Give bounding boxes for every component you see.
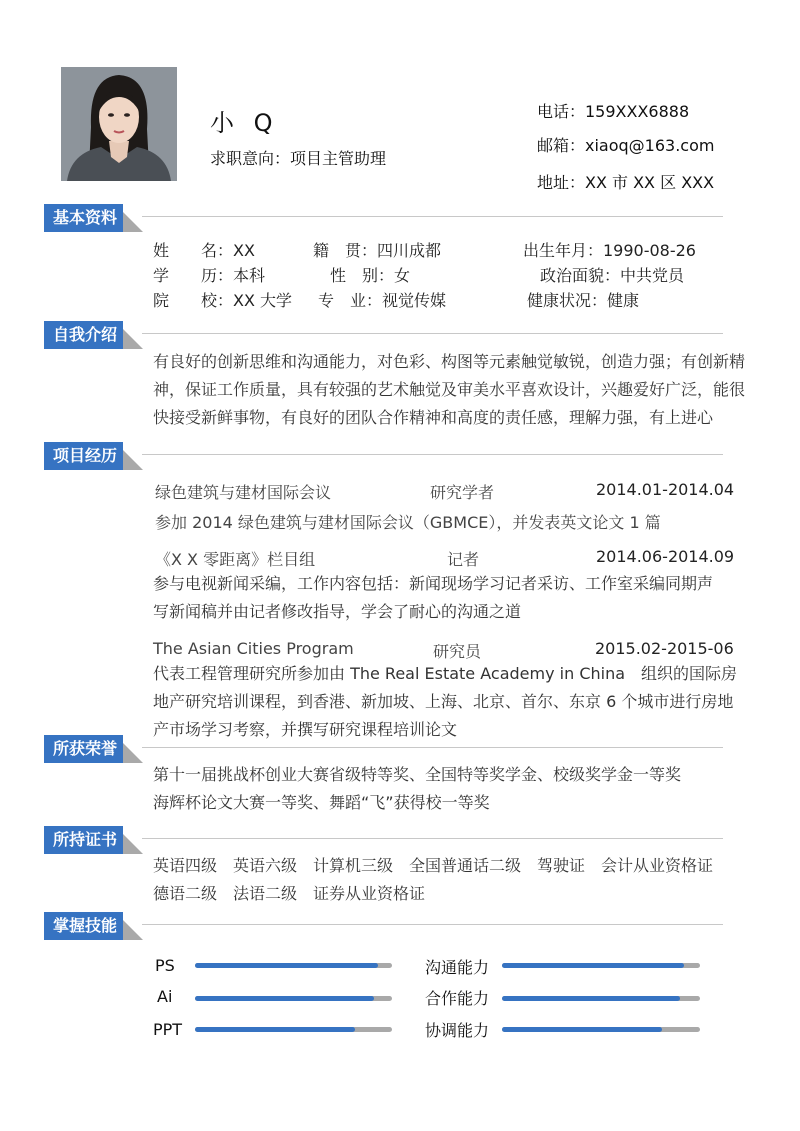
basic-education: 学 历：本科: [153, 266, 266, 285]
self-intro-line: 有良好的创新思维和沟通能力，对色彩、构图等元素触觉敏锐，创造力强；有创新精: [153, 352, 746, 371]
project-name: 《X X 零距离》栏目组: [155, 550, 316, 569]
project-description-line: 地产研究培训课程，到香港、新加坡、上海、北京、首尔、东京 6 个城市进行房地: [153, 692, 734, 711]
section-heading-basic: 基本资料: [44, 204, 123, 232]
section-divider: [142, 216, 723, 217]
basic-school: 院 校：XX 大学: [153, 291, 293, 310]
basic-health: 健康状况：健康: [527, 291, 640, 310]
skill-fill-ps: [195, 963, 378, 968]
basic-major: 专 业：视觉传媒: [318, 291, 447, 310]
skill-bar-ai: [195, 996, 392, 1001]
project-date: 2015.02-2015-06: [595, 639, 734, 658]
project-description: [153, 570, 753, 626]
section-heading-honors: 所获荣誉: [44, 735, 123, 763]
basic-politics: 政治面貌：中共党员: [540, 266, 685, 285]
certificate-line: 英语四级 英语六级 计算机三级 全国普通话二级 驾驶证 会计从业资格证: [153, 856, 714, 875]
candidate-name: 小 Q: [210, 109, 279, 137]
basic-name: 姓 名：XX: [153, 241, 255, 260]
self-intro-line: 快接受新鲜事物，有良好的团队合作精神和高度的责任感，理解力强，有上进心: [153, 408, 714, 427]
skill-bar-ppt: [195, 1027, 392, 1032]
skill-bar-ps: [195, 963, 392, 968]
skill-fill-ppt: [195, 1027, 355, 1032]
skill-fill-communication: [502, 963, 684, 968]
skill-bar-cooperation: [502, 996, 700, 1001]
section-heading-certificates: 所持证书: [44, 826, 123, 854]
skill-fill-cooperation: [502, 996, 680, 1001]
basic-birth: 出生年月：1990-08-26: [523, 241, 696, 260]
section-divider: [142, 747, 723, 748]
certificates-list: [153, 852, 753, 908]
skill-label-communication: 沟通能力: [425, 958, 490, 977]
basic-origin: 籍 贯：四川成都: [313, 241, 442, 260]
section-heading-projects: 项目经历: [44, 442, 123, 470]
project-name: The Asian Cities Program: [153, 639, 354, 658]
section-divider: [142, 454, 723, 455]
portrait-image: [61, 67, 177, 181]
profile-photo: [61, 67, 177, 181]
honors-list: [153, 761, 753, 817]
section-heading-self-intro: 自我介绍: [44, 321, 123, 349]
project-description-line: 产市场学习考察，并撰写研究课程培训论文: [153, 720, 458, 739]
self-intro-line: 神，保证工作质量，具有较强的艺术触觉及审美水平喜欢设计，兴趣爱好广泛，能很: [153, 380, 746, 399]
skill-fill-coordination: [502, 1027, 662, 1032]
project-role: 研究员: [433, 642, 482, 661]
project-date: 2014.01-2014.04: [596, 480, 735, 499]
skill-label-ps: PS: [155, 956, 175, 975]
project-description: [153, 660, 753, 744]
honor-item: 海辉杯论文大赛一等奖、舞蹈“飞”获得校一等奖: [153, 793, 490, 812]
self-intro-text: [153, 348, 753, 432]
skill-label-coordination: 协调能力: [425, 1021, 490, 1040]
project-date: 2014.06-2014.09: [596, 547, 735, 566]
skill-label-ppt: PPT: [153, 1020, 183, 1039]
skill-bar-communication: [502, 963, 700, 968]
contact-address: 地址：XX 市 XX 区 XXX: [537, 173, 715, 192]
contact-email: 邮箱：xiaoq@163.com: [537, 136, 715, 155]
project-description-line: 代表工程管理研究所参加由 The Real Estate Academy in China 组织的国际房: [153, 664, 738, 683]
certificate-line: 德语二级 法语二级 证券从业资格证: [153, 884, 426, 903]
section-divider: [142, 924, 723, 925]
project-role: 记者: [447, 550, 480, 569]
honor-item: 第十一届挑战杯创业大赛省级特等奖、全国特等奖学金、校级奖学金一等奖: [153, 765, 682, 784]
section-heading-skills: 掌握技能: [44, 912, 123, 940]
contact-phone: 电话：159XXX6888: [537, 102, 690, 121]
job-intent: 求职意向：项目主管助理: [210, 149, 387, 168]
project-description-line: 参与电视新闻采编，工作内容包括：新闻现场学习记者采访、工作室采编同期声: [153, 574, 714, 593]
project-description-line: 写新闻稿并由记者修改指导，学会了耐心的沟通之道: [153, 602, 522, 621]
section-divider: [142, 333, 723, 334]
skill-label-cooperation: 合作能力: [425, 989, 490, 1008]
project-description: 参加 2014 绿色建筑与建材国际会议（GBMCE），并发表英文论文 1 篇: [155, 513, 661, 532]
skill-label-ai: Ai: [157, 987, 173, 1006]
basic-gender: 性 别：女: [330, 266, 411, 285]
skill-fill-ai: [195, 996, 374, 1001]
section-divider: [142, 838, 723, 839]
project-role: 研究学者: [430, 483, 495, 502]
skill-bar-coordination: [502, 1027, 700, 1032]
project-name: 绿色建筑与建材国际会议: [155, 483, 332, 502]
